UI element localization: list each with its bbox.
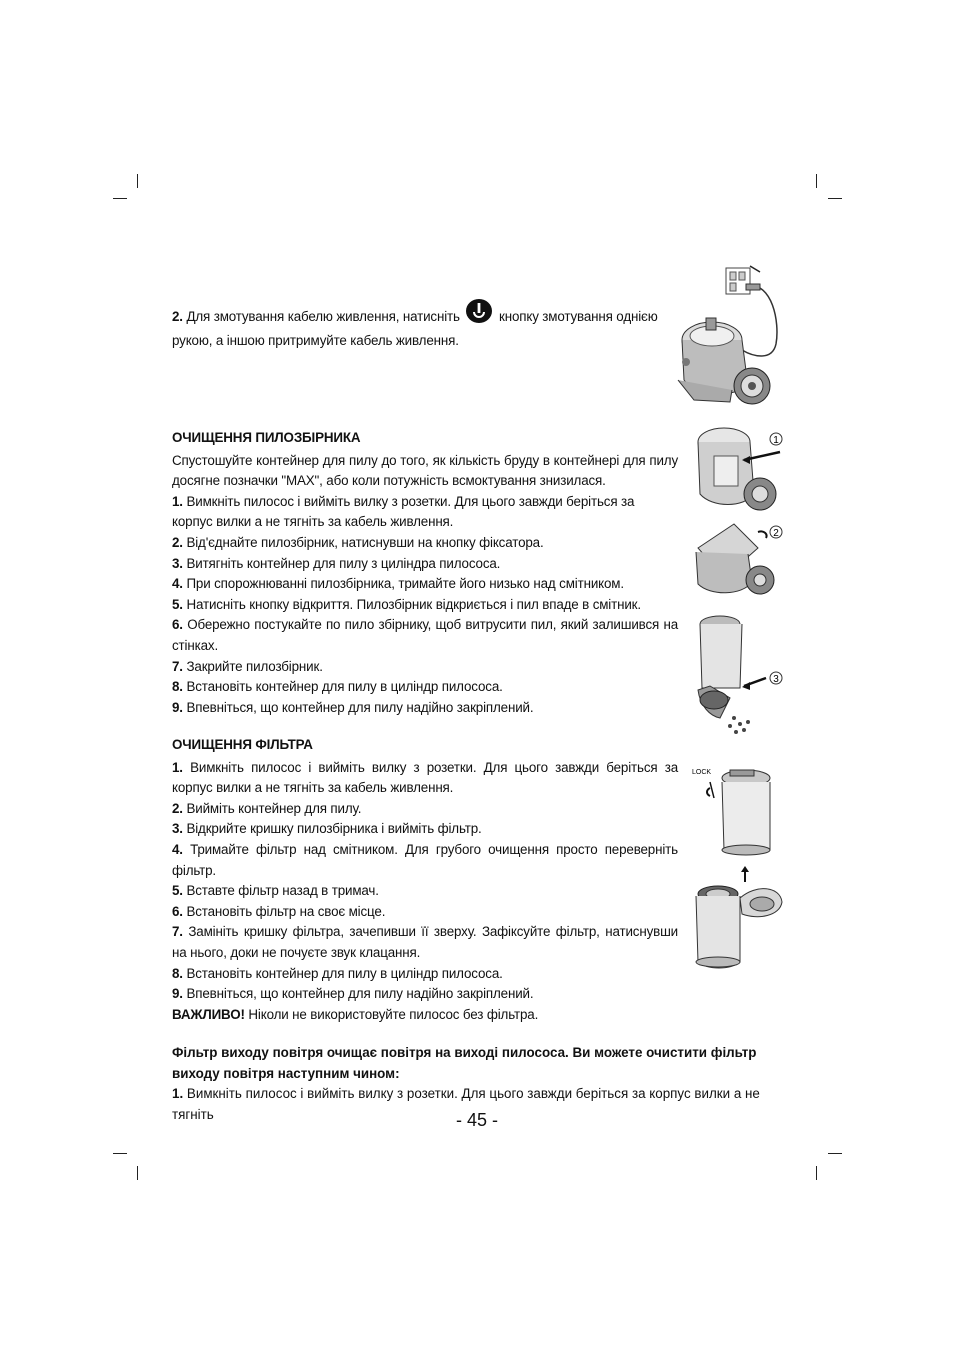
intro-text-before: Для змотування кабелю живлення, натисніть (186, 308, 460, 324)
list-item: 1. Вимкніть пилосос і вийміть вилку з розетки. Для цього завжди беріться за корпус вилки а не тягніть (172, 1086, 760, 1122)
callout-label: 3 (773, 674, 779, 685)
important-note: ВАЖЛИВО! Ніколи не використовуйте пилосос без фільтра. (172, 1006, 539, 1022)
list-item: 5. Вставте фільтр назад в тримач. (172, 883, 379, 899)
dust-container-section (172, 428, 678, 718)
container-release-illustration (684, 420, 788, 516)
filter-open-illustration (692, 884, 786, 972)
list-item: 9. Впевніться, що контейнер для пилу надійно закріплений. (172, 986, 534, 1002)
list-item: 6. Встановіть фільтр на своє місце. (172, 903, 386, 919)
filter-lock-illustration (690, 764, 786, 860)
crop-mark (816, 174, 817, 188)
crop-mark (113, 1153, 127, 1154)
crop-mark (137, 174, 138, 188)
callout-label: 1 (773, 435, 779, 446)
list-item: 7. Замініть кришку фільтра, зачепивши її зверху. Зафіксуйте фільтр, натиснувши на нього, доки не почуєте звук клацання. (172, 924, 679, 960)
intro-text-after: кнопку змотування однією рукою, а іншою притримуйте кабель живлення. (172, 308, 658, 348)
list-item: 4. При спорожнюванні пилозбірника, тримайте його низько над смітником. (172, 576, 624, 592)
crop-mark (816, 1166, 817, 1180)
list-item: 8. Встановіть контейнер для пилу в циліндр пилососа. (172, 679, 503, 695)
list-item: 1. Вимкніть пилосос і вийміть вилку з розетки. Для цього завжди беріться за корпус вилки а не тягніть за кабель живлення. (172, 493, 635, 530)
cord-rewind-button-icon (465, 298, 493, 331)
list-item: 1. Вимкніть пилосос і вийміть вилку з розетки. Для цього завжди беріться за корпус вилки а не тягніть за кабель живлення. (172, 759, 678, 796)
list-item: 4. Тримайте фільтр над смітником. Для грубого очищення просто переверніть фільтр. (172, 841, 678, 878)
list-item: 2. Від'єднайте пилозбірник, натиснувши на кнопку фіксатора. (172, 534, 544, 550)
list-item: 8. Встановіть контейнер для пилу в циліндр пилососа. (172, 965, 503, 981)
crop-mark (113, 198, 127, 199)
page-number: - 45 - (455, 1110, 498, 1130)
section-heading: Фільтр виходу повітря очищає повітря на виході пилососа. Ви можете очистити фільтр виходу повітря наступним чином: (172, 1045, 757, 1081)
list-item: 6. Обережно постукайте по пило збірнику, щоб витрусити пил, який залишився на стінках. (172, 617, 678, 653)
vacuum-plug-illustration (672, 262, 784, 410)
crop-mark (828, 1153, 842, 1154)
lock-label: LOCK (692, 769, 712, 776)
section-lead: Спустошуйте контейнер для пилу до того, як кількість бруду в контейнері для пилу досягне позначки "MAX", або коли потужність всмоктування знизилася. (172, 452, 678, 489)
list-item: 3. Відкрийте кришку пилозбірника і вийміть фільтр. (172, 821, 482, 837)
up-arrow-icon (740, 866, 750, 882)
container-emptying-illustration (690, 610, 788, 740)
crop-mark (828, 198, 842, 199)
list-item: 2. Вийміть контейнер для пилу. (172, 800, 362, 816)
cord-rewind-paragraph (172, 304, 664, 351)
list-item: 7. Закрийте пилозбірник. (172, 658, 323, 674)
list-item: 9. Впевніться, що контейнер для пилу надійно закріплений. (172, 699, 534, 715)
section-heading: ОЧИЩЕННЯ ПИЛОЗБІРНИКА (172, 430, 361, 445)
callout-label: 2 (773, 528, 779, 539)
container-remove-illustration (688, 518, 788, 600)
list-item: 3. Витягніть контейнер для пилу з циліндра пилососа. (172, 555, 501, 571)
crop-mark (137, 1166, 138, 1180)
list-item: 5. Натисніть кнопку відкриття. Пилозбірник відкриється і пил впаде в смітник. (172, 596, 641, 612)
step-number: 2. (172, 308, 183, 324)
section-heading: ОЧИЩЕННЯ ФІЛЬТРА (172, 737, 313, 752)
filter-cleaning-section (172, 735, 678, 1025)
